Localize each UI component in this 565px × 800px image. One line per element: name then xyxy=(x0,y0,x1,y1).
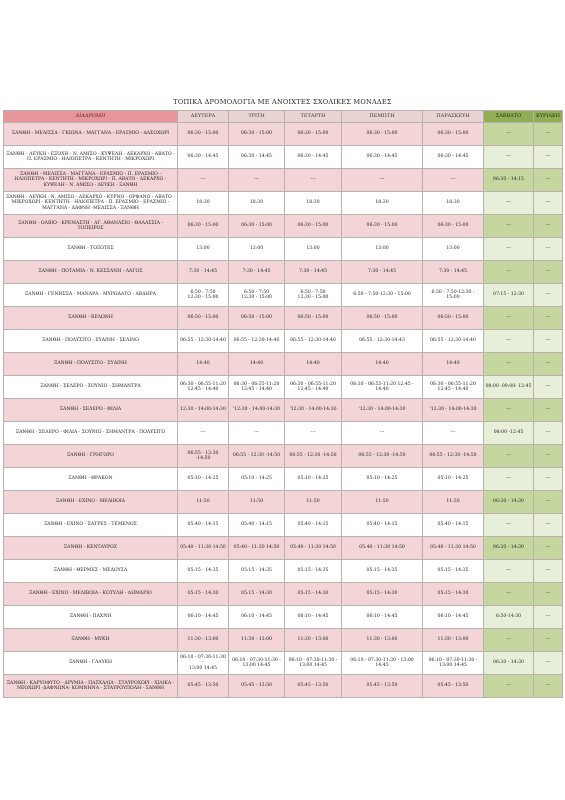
schedule-cell: --- xyxy=(484,675,534,698)
schedule-cell: 7:30 - 14:45 xyxy=(342,261,423,284)
table-row xyxy=(4,422,563,445)
table-row xyxy=(4,353,563,376)
schedule-cell: 18:30 xyxy=(229,192,285,215)
schedule-cell: 06:55 - 12:30-14:40 xyxy=(178,330,229,353)
column-header-day: ΠΕΜΠΤΗ xyxy=(342,111,423,123)
schedule-cell: 06:55 - 12:30 -14:50 xyxy=(423,445,484,468)
schedule-cell: 05:15 - 14:35 xyxy=(423,560,484,583)
schedule-cell: 05:45 - 13:50 xyxy=(285,675,342,698)
route-cell: ΞΑΝΘΗ - ΣΕΛΕΡΟ - ΣΟΥΝΙΟ - ΣΗΜΑΝΤΡΑ xyxy=(4,376,178,399)
schedule-cell: 06:10 - 07:30-11:30 - 13:00 14:45 xyxy=(229,652,285,675)
table-row xyxy=(4,606,563,629)
schedule-cell: 06:30 - 06:55-11:20 12:45 - 14:40 xyxy=(342,376,423,399)
schedule-cell: 14:40 xyxy=(342,353,423,376)
table-row xyxy=(4,169,563,192)
schedule-cell: --- xyxy=(484,514,534,537)
route-cell: ΞΑΝΘΗ - ΤΟΞΟΤΕΣ xyxy=(4,238,178,261)
schedule-cell: 06:30 - 06:55-11:20 12:45 - 14:40 xyxy=(285,376,342,399)
schedule-cell: 7:30 - 14:45 xyxy=(285,261,342,284)
schedule-cell: 06:50 - 15:00 xyxy=(423,307,484,330)
schedule-cell: 06:10 - 07:30-11:30 - 13:00 14:45 xyxy=(423,652,484,675)
schedule-cell: --- xyxy=(534,146,563,169)
route-cell: ΞΑΝΘΗ - ΓΛΑΥΚΗ xyxy=(4,652,178,675)
column-header-day: ΠΑΡΑΣΚΕΥΗ xyxy=(423,111,484,123)
schedule-cell: 13:00 xyxy=(229,238,285,261)
schedule-cell: 06:30 - 14:45 xyxy=(285,146,342,169)
schedule-cell: 13:00 xyxy=(178,238,229,261)
schedule-cell: 6:50 - 7:50-12:30 - 15:00 xyxy=(342,284,423,307)
schedule-cell: 13:00 xyxy=(423,238,484,261)
route-cell: ΞΑΝΘΗ - ΜΥΚΗ xyxy=(4,629,178,652)
schedule-cell: 6:50 - 7:50 12:30 - 15:00 xyxy=(229,284,285,307)
table-row xyxy=(4,652,563,675)
table-row xyxy=(4,123,563,146)
column-header-day: ΣΑΒΒΑΤΟ xyxy=(484,111,534,123)
table-row xyxy=(4,675,563,698)
schedule-cell: --- xyxy=(229,422,285,445)
schedule-cell: 05:40 - 11:30 14:50 xyxy=(423,537,484,560)
schedule-cell: --- xyxy=(484,629,534,652)
route-cell: ΞΑΝΘΗ - ΣΕΛΕΡΟ - ΦΙΛΙΑ - ΣΟΥΝΙΟ - ΣΗΜΑΝΤΡΑ - ΠΟΛΥΣΙΤΟ xyxy=(4,422,178,445)
schedule-cell: --- xyxy=(484,192,534,215)
schedule-cell: --- xyxy=(534,445,563,468)
column-header-route: ΔΙΑΔΡΟΜΗ xyxy=(4,111,178,123)
table-row xyxy=(4,284,563,307)
schedule-cell: --- xyxy=(285,422,342,445)
schedule-cell: 05:40 - 11:30 14:50 xyxy=(342,537,423,560)
schedule-cell: 06:50 - 15:00 xyxy=(285,307,342,330)
schedule-cell: 06:30 - 15:00 xyxy=(423,123,484,146)
schedule-cell: 05:15 - 14:30 xyxy=(229,583,285,606)
schedule-cell: 06:50 - 15:00 xyxy=(229,307,285,330)
schedule-cell: --- xyxy=(534,468,563,491)
schedule-cell: 06:10 - 07:30-11:30 - 13:00 14:45 xyxy=(342,652,423,675)
schedule-cell: 6:50 - 7:50 12:30 - 15:00 xyxy=(178,284,229,307)
schedule-cell: --- xyxy=(534,560,563,583)
schedule-cell: 06:50 - 15:00 xyxy=(342,307,423,330)
schedule-cell: 7:30 - 14:45 xyxy=(229,261,285,284)
schedule-cell: 06:20 - 14:30 xyxy=(484,491,534,514)
schedule-cell: 18:30 xyxy=(178,192,229,215)
schedule-cell: 7:30 - 14:45 xyxy=(423,261,484,284)
schedule-cell: --- xyxy=(534,123,563,146)
schedule-cell: '12:30 - 14:00-14:30 xyxy=(285,399,342,422)
schedule-cell: 14:40 xyxy=(229,353,285,376)
route-cell: ΞΑΝΘΗ - ΓΡΗΓΟΡΟ xyxy=(4,445,178,468)
schedule-cell: 05:45 - 13:50 xyxy=(229,675,285,698)
schedule-cell: --- xyxy=(484,468,534,491)
schedule-cell: --- xyxy=(484,215,534,238)
schedule-cell: --- xyxy=(534,192,563,215)
route-cell: ΞΑΝΘΗ - ΘΕΡΜΕΣ - ΜΕΔΟΥΣΑ xyxy=(4,560,178,583)
route-cell: ΞΑΝΘΗ - ΟΛΒΙΟ - ΚΡΕΜΑΣΤΗ - ΑΓ. ΑΘΑΝΑΣΙΟ - ΘΑΛΑΣΣΙΑ - ΤΟΠΕΙΡΟΣ xyxy=(4,215,178,238)
schedule-cell: --- xyxy=(534,491,563,514)
schedule-cell: 06:30 - 15:00 xyxy=(342,123,423,146)
schedule-cell: 06:55 - 12:30-14:40 xyxy=(285,330,342,353)
schedule-cell: 06:55 - 12:30-14:40 xyxy=(423,330,484,353)
schedule-cell: --- xyxy=(534,422,563,445)
schedule-cell: 13:00 xyxy=(285,238,342,261)
schedule-cell: 18:30 xyxy=(342,192,423,215)
column-header-day: ΚΥΡΙΑΚΗ xyxy=(534,111,563,123)
schedule-cell: 06:30 - 06:55-11:20 12:45 - 14:40 xyxy=(423,376,484,399)
schedule-cell: 06:20 - 14:30 xyxy=(484,537,534,560)
schedule-cell: 05:40 - 11:30 14:50 xyxy=(178,537,229,560)
table-row xyxy=(4,146,563,169)
schedule-cell: --- xyxy=(484,123,534,146)
schedule-cell: --- xyxy=(534,652,563,675)
schedule-cell: 06:30 - 15:00 xyxy=(423,215,484,238)
schedule-cell: --- xyxy=(484,261,534,284)
schedule-cell: 11:50 xyxy=(423,491,484,514)
schedule-cell: 06:30 - 15:00 xyxy=(178,215,229,238)
schedule-cell: 08:00 -12:45 xyxy=(484,422,534,445)
schedule-cell: --- xyxy=(534,675,563,698)
schedule-cell: 11:50 xyxy=(178,491,229,514)
schedule-cell: --- xyxy=(534,169,563,192)
schedule-cell: 06:10 - 14:45 xyxy=(178,606,229,629)
schedule-cell: 06:10 - 14:45 xyxy=(285,606,342,629)
table-row xyxy=(4,261,563,284)
table-row xyxy=(4,399,563,422)
schedule-cell: 06:30 - 14:45 xyxy=(342,146,423,169)
schedule-cell: 05:10 - 14:25 xyxy=(423,468,484,491)
route-cell: ΞΑΝΘΗ - ΓΕΝΗΣΣΑ - ΜΑΝΔΡΑ - ΜΥΡΩΔΑΤΟ - ΑΒΔΗΡΑ xyxy=(4,284,178,307)
table-row xyxy=(4,376,563,399)
schedule-cell: 06:55 - 12:30 -14:50 xyxy=(229,445,285,468)
schedule-cell: --- xyxy=(534,629,563,652)
schedule-cell: --- xyxy=(484,399,534,422)
schedule-cell: 05:40 - 11:30 14:50 xyxy=(229,537,285,560)
schedule-cell: 05:45 - 13:50 xyxy=(342,675,423,698)
schedule-cell: 06:30 - 14:45 xyxy=(178,146,229,169)
schedule-cell: --- xyxy=(229,169,285,192)
schedule-cell: --- xyxy=(285,169,342,192)
schedule-cell: 11:30 - 13:00 xyxy=(342,629,423,652)
schedule-cell: --- xyxy=(534,537,563,560)
schedule-cell: --- xyxy=(178,169,229,192)
route-cell: ΞΑΝΘΗ - ΠΟΤΑΜΙΑ - Ν. ΚΕΣΣΑΝΗ - ΛΑΓΟΣ xyxy=(4,261,178,284)
schedule-cell: 05:15 - 14:30 xyxy=(285,583,342,606)
schedule-cell: 06:30 - 15:00 xyxy=(285,215,342,238)
schedule-cell: 05:10 - 14:25 xyxy=(342,468,423,491)
table-row xyxy=(4,629,563,652)
schedule-cell: --- xyxy=(423,422,484,445)
route-cell: ΞΑΝΘΗ - ΛΕΥΚΗ - Ν. ΑΜΙΣΟ - ΔΕΚΑΡΧΟ - ΚΥΡΝΟ - ΟΡΦΑΝΟ - ΑΒΑΤΟ - ΜΙΚΡΟΧΩΡΙ - ΚΕΝΤΗΤΗ - ΗΛΙΟΠΕΤΡΑ - Π. ΕΡΑΣΜΙΟ - ΕΡΑΣΜΙΟ - ΜΑΓΓΑΝΑ - ΔΑΦΝΗ -ΜΕΛΙΣΣΑ - ΞΑΝΘΗ xyxy=(4,192,178,215)
schedule-cell: 06:30 - 14:15 xyxy=(484,169,534,192)
route-cell: ΞΑΝΘΗ - ΕΧΙΝΟ - ΜΕΛΙΒΟΙΑ xyxy=(4,491,178,514)
schedule-cell: 06:30 - 14:45 xyxy=(423,146,484,169)
schedule-cell: --- xyxy=(534,330,563,353)
schedule-cell: --- xyxy=(342,169,423,192)
schedule-cell: 08:00 -09:00- 12:45 xyxy=(484,376,534,399)
route-cell: ΞΑΝΘΗ - ΠΑΧΝΗ xyxy=(4,606,178,629)
schedule-cell: 06:30 - 06:55-11:20 12:45 - 14:40 xyxy=(178,376,229,399)
schedule-cell: 05:15 - 14:30 xyxy=(178,583,229,606)
schedule-cell: 06:30 - 14:30 xyxy=(484,652,534,675)
schedule-cell: 06:30 - 06:55-11:20 12:45 - 14:40 xyxy=(229,376,285,399)
schedule-cell: --- xyxy=(534,376,563,399)
schedule-cell: 06:30 - 15:00 xyxy=(342,215,423,238)
route-cell: ΞΑΝΘΗ - ΜΕΛΙΣΣΑ - ΓΚΙΩΝΑ - ΜΑΓΓΑΝΑ - ΕΡΑΣΜΙΟ - ΔΑΣΟΧΩΡΙ xyxy=(4,123,178,146)
schedule-cell: --- xyxy=(534,238,563,261)
schedule-cell: 6:50 - 7:50-12:30 - 15:00 xyxy=(423,284,484,307)
schedule-cell: 06:55 - 12:30-14:43 xyxy=(342,330,423,353)
column-header-day: ΤΡΙΤΗ xyxy=(229,111,285,123)
schedule-cell: --- xyxy=(534,399,563,422)
schedule-cell: 06:55 - 12:30 -14:50 xyxy=(178,445,229,468)
schedule-table xyxy=(3,110,563,698)
schedule-cell: 06:50 - 15:00 xyxy=(178,307,229,330)
page-title: ΤΟΠΙΚΑ ΔΡΟΜΟΛΟΓΙΑ ΜΕ ΑΝΟΙΧΤΕΣ ΣΧΟΛΙΚΕΣ ΜΟΝΑΔΕΣ xyxy=(173,98,392,106)
header-row xyxy=(4,111,563,123)
column-header-day: ΤΕΤΑΡΤΗ xyxy=(285,111,342,123)
route-cell: ΞΑΝΘΗ - ΕΧΙΝΟ - ΜΕΛΙΒΟΙΑ - ΚΟΤΥΛΗ - ΔΗΜΑΡΙΟ xyxy=(4,583,178,606)
schedule-cell: --- xyxy=(484,330,534,353)
schedule-cell: 06:30 - 15:00 xyxy=(285,123,342,146)
schedule-cell: --- xyxy=(534,353,563,376)
schedule-cell: 06:10 - 07:30-11:30 - 13:00 14:45 xyxy=(285,652,342,675)
schedule-cell: 06:10 - 14:45 xyxy=(423,606,484,629)
table-row xyxy=(4,215,563,238)
schedule-cell: --- xyxy=(423,169,484,192)
schedule-cell: 11:30 - 13:00 xyxy=(178,629,229,652)
schedule-cell: 06:30 - 15:00 xyxy=(229,215,285,238)
table-body xyxy=(4,123,563,698)
schedule-cell: 05:10 - 14:25 xyxy=(229,468,285,491)
schedule-cell: 06:55 - 12:30 -14:50 xyxy=(342,445,423,468)
route-cell: ΞΑΝΘΗ - ΘΡΑΚΟΝ xyxy=(4,468,178,491)
schedule-cell: '12:30 - 14:00-14:30 xyxy=(229,399,285,422)
schedule-cell: --- xyxy=(534,261,563,284)
schedule-cell: 05:15 - 14:35 xyxy=(178,560,229,583)
table-row xyxy=(4,468,563,491)
schedule-cell: 05:15 - 14:30 xyxy=(342,583,423,606)
route-cell: ΞΑΝΘΗ - ΕΧΙΝΟ - ΣΑΤΡΕΣ - ΤΕΜΕΝΟΣ xyxy=(4,514,178,537)
schedule-cell: 05:40 - 14:15 xyxy=(423,514,484,537)
schedule-cell: --- xyxy=(534,606,563,629)
table-row xyxy=(4,537,563,560)
route-cell: ΞΑΝΘΗ - ΠΟΛΥΣΙΤΟ - ΣΥΔΙΝΗ - ΣΕΛΙΝΟ xyxy=(4,330,178,353)
schedule-cell: 18:30 xyxy=(285,192,342,215)
route-cell: ΞΑΝΘΗ - ΣΕΛΕΡΟ - ΦΙΛΙΑ xyxy=(4,399,178,422)
schedule-cell: --- xyxy=(534,583,563,606)
column-header-day: ΔΕΥΤΕΡΑ xyxy=(178,111,229,123)
table-row xyxy=(4,307,563,330)
schedule-cell: --- xyxy=(534,215,563,238)
schedule-cell: 06:55 - 12:30 -14:50 xyxy=(285,445,342,468)
schedule-cell: 05:40 - 14:15 xyxy=(229,514,285,537)
schedule-cell: 06:10 - 07:30-11:30 - 13:00 14:45 xyxy=(178,652,229,675)
schedule-cell: 05:45 - 13:50 xyxy=(423,675,484,698)
schedule-cell: --- xyxy=(178,422,229,445)
schedule-cell: 05:10 - 14:25 xyxy=(178,468,229,491)
route-cell: ΞΑΝΘΗ - ΒΕΛΩΝΗ xyxy=(4,307,178,330)
table-row xyxy=(4,583,563,606)
schedule-cell: 11:30 - 13:00 xyxy=(229,629,285,652)
schedule-cell: 06:55 - 12:30-14:40 xyxy=(229,330,285,353)
route-cell: ΞΑΝΘΗ - ΚΑΡΥΟΦΥΤΟ - ΔΡΥΜΙΑ - ΠΑΣΧΑΛΙΑ - ΣΤΑΥΡΟΧΩΡΙ - ΧΙΛΙΚΑ - ΝΕΟΧΩΡΙ -ΔΑΦΝΩΝΑ- ΚΟΜΝΗΝΑ - ΣΤΑΥΡΟΥΠΟΛΗ - ΞΑΝΘΗ xyxy=(4,675,178,698)
schedule-cell: --- xyxy=(534,514,563,537)
schedule-cell: --- xyxy=(484,146,534,169)
schedule-cell: --- xyxy=(484,307,534,330)
schedule-cell: 05:10 - 14:25 xyxy=(285,468,342,491)
schedule-cell: --- xyxy=(342,422,423,445)
schedule-cell: 07:15 - 12:30 xyxy=(484,284,534,307)
schedule-cell: 11:50 xyxy=(285,491,342,514)
table-row xyxy=(4,491,563,514)
schedule-cell: --- xyxy=(484,560,534,583)
schedule-cell: 06:10 - 14:45 xyxy=(342,606,423,629)
table-row xyxy=(4,330,563,353)
schedule-cell: 05:15 - 14:35 xyxy=(229,560,285,583)
route-cell: ΞΑΝΘΗ - ΜΕΛΙΣΣΑ - ΜΑΓΓΑΝΑ - ΕΡΑΣΜΙΟ - Π. ΕΡΑΣΜΙΟ - ΗΛΙΟΠΕΤΡΑ - ΚΕΝΤΗΤΗ - ΜΙΚΡΟΧΩΡΙ - Π. ΑΒΑΤΟ - ΔΕΚΑΡΧΟ - ΚΥΨΕΛΗ - Ν. ΑΜΙΣΟ - ΛΕΥΚΗ - ΞΑΝΘΗ xyxy=(4,169,178,192)
table-row xyxy=(4,238,563,261)
route-cell: ΞΑΝΘΗ - ΚΕΝΤΑΥΡΟΣ xyxy=(4,537,178,560)
schedule-cell: --- xyxy=(484,445,534,468)
schedule-cell: 05:40 - 14:15 xyxy=(285,514,342,537)
table-row xyxy=(4,445,563,468)
schedule-cell: 13:00 xyxy=(342,238,423,261)
schedule-cell: 14:40 xyxy=(178,353,229,376)
schedule-cell: 05:15 - 14:35 xyxy=(342,560,423,583)
schedule-cell: 14:40 xyxy=(423,353,484,376)
schedule-cell: '12:30 - 14:00-14:30 xyxy=(342,399,423,422)
schedule-cell: 11:50 xyxy=(229,491,285,514)
schedule-cell: 11:30 - 13:00 xyxy=(423,629,484,652)
schedule-cell: 06:30 - 14:45 xyxy=(229,146,285,169)
schedule-cell: 6:50 - 7:50 12:30 - 15:00 xyxy=(285,284,342,307)
route-cell: ΞΑΝΘΗ - ΛΕΥΚΗ - ΕΞΟΧΗ - Ν. ΑΜΙΣΟ - ΚΥΨΕΛΗ - ΔΕΚΑΡΧΟ - ΑΒΑΤΟ - Π. ΕΡΑΣΜΙΟ - ΗΛΙΟΠΕΤΡΑ - ΚΕΝΤΗΤΗ - ΜΙΚΡΟΧΩΡΙ xyxy=(4,146,178,169)
schedule-cell: --- xyxy=(534,307,563,330)
schedule-cell: 18:30 xyxy=(423,192,484,215)
schedule-cell: 11:50 xyxy=(342,491,423,514)
schedule-cell: 05:15 - 14:30 xyxy=(423,583,484,606)
schedule-cell: 05:15 - 14:35 xyxy=(285,560,342,583)
table-row xyxy=(4,560,563,583)
schedule-cell: --- xyxy=(534,284,563,307)
schedule-cell: --- xyxy=(484,583,534,606)
schedule-cell: 12:30 - 14:00-14:30 xyxy=(178,399,229,422)
table-row xyxy=(4,192,563,215)
schedule-cell: --- xyxy=(484,353,534,376)
schedule-cell: 05:45 - 13:50 xyxy=(178,675,229,698)
schedule-cell: 05:40 - 14:15 xyxy=(178,514,229,537)
schedule-cell: 11:30 - 13:00 xyxy=(285,629,342,652)
schedule-cell: '12:30 - 14:00-14:30 xyxy=(423,399,484,422)
schedule-cell: 06:30 - 15:00 xyxy=(229,123,285,146)
schedule-cell: 05:40 - 11:30 14:50 xyxy=(285,537,342,560)
schedule-cell: 14:40 xyxy=(285,353,342,376)
schedule-cell: 7:30 - 14:45 xyxy=(178,261,229,284)
schedule-cell: 06:30 - 15:00 xyxy=(178,123,229,146)
schedule-cell: 6:50-14:30 xyxy=(484,606,534,629)
table-row xyxy=(4,514,563,537)
schedule-cell: --- xyxy=(484,238,534,261)
route-cell: ΞΑΝΘΗ - ΠΟΛΥΣΙΤΟ - ΣΥΔΙΝΗ xyxy=(4,353,178,376)
schedule-cell: 06:10 - 14:45 xyxy=(229,606,285,629)
schedule-cell: 05:40 - 14:15 xyxy=(342,514,423,537)
